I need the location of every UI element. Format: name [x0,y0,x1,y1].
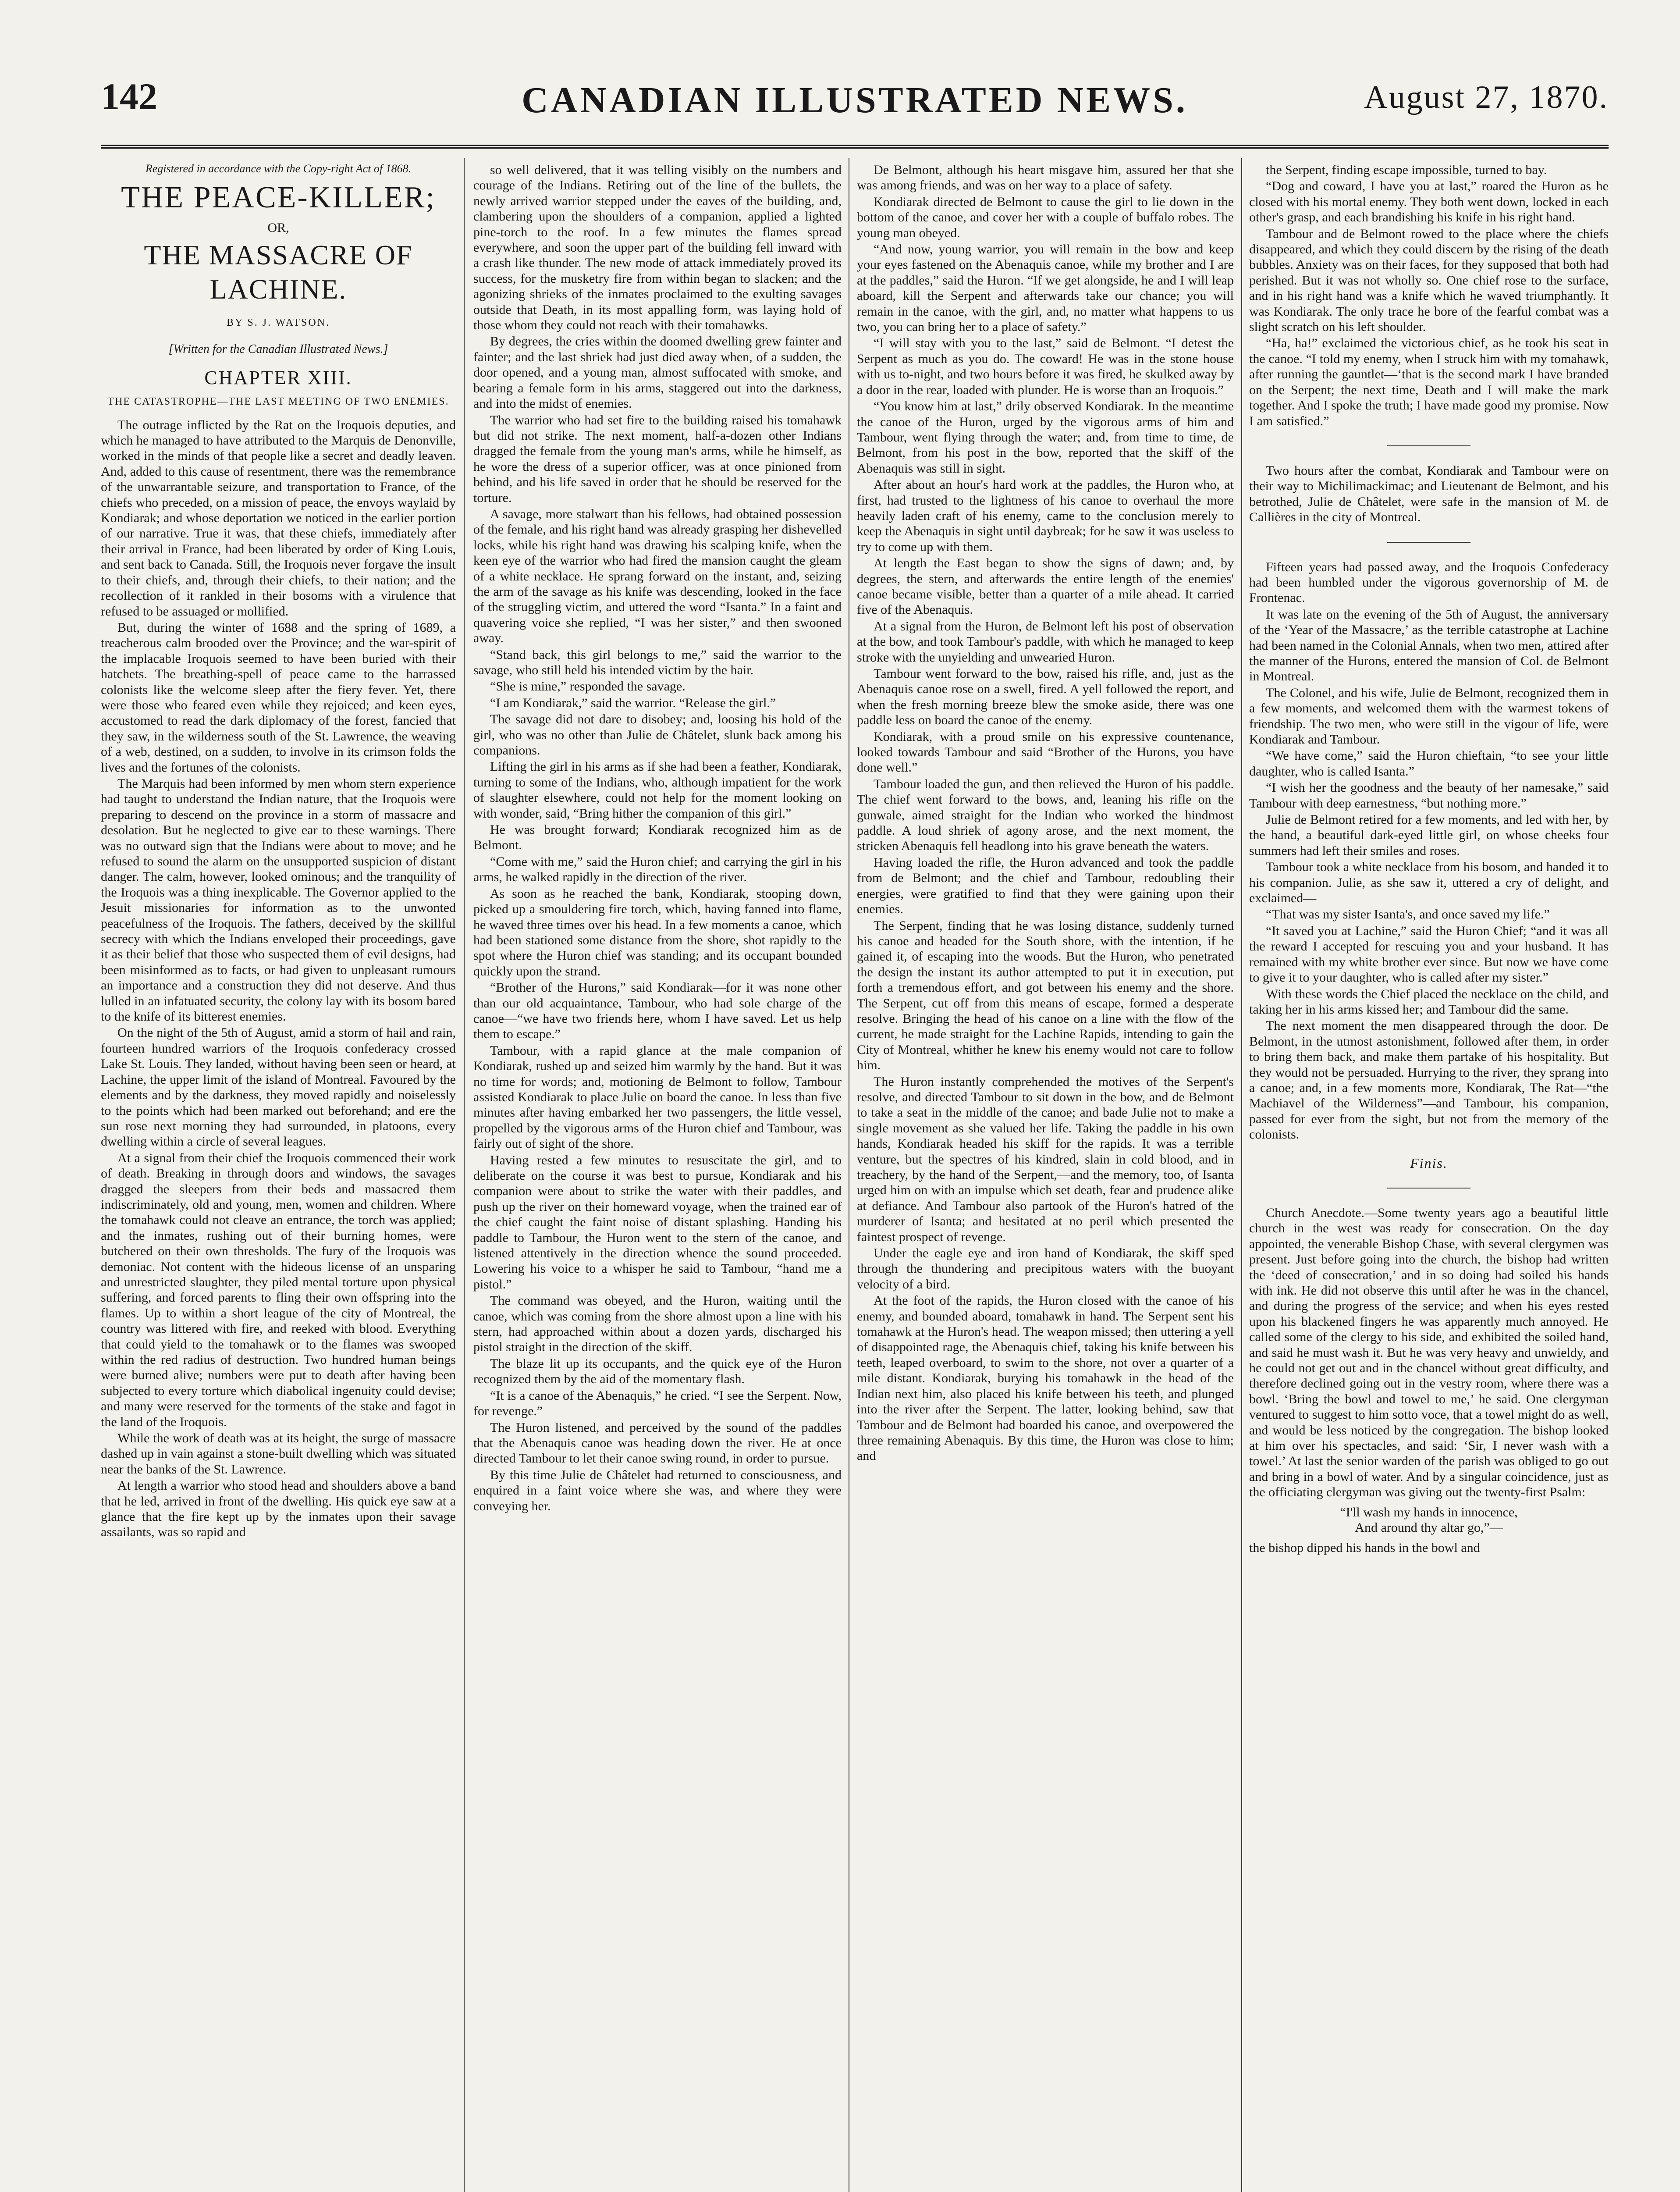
column-4-text-d [1249,1205,1609,1500]
paragraph: He was brought forward; Kondiarak recognized him as de Belmont. [473,822,842,853]
story-or: OR, [267,221,289,235]
paragraph: Kondiarak, with a proud smile on his expressive countenance, looked towards Tambour and said “Brother of the Hurons, you have done well.” [857,729,1234,775]
paragraph: The Serpent, finding that he was losing distance, suddenly turned his canoe and headed for the South shore, with the intention, if he gained it, of escaping into the woods. But the Huron, who penetrated the design the instant its author attempted to put it in execution, put forth a tremendous effort, and got between his enemy and the shore. The Serpent, cut off from this means of escape, formed a desperate resolve. Bringing the head of his canoe on a line with the flow of the current, he made straight for the Lachine Rapids, intending to gain the City of Montreal, whither he knew his enemy would not care to follow him. [857,918,1234,1073]
paragraph: The next moment the men disappeared through the door. De Belmont, in the utmost astonishment, followed after them, in order to bring them back, and make them partake of his hospitality. But they would not be persuaded. Hurrying to the river, they sprang into a canoe; and, in a few moments more, Kondiarak, The Rat—“the Machiavel of the Wilderness”—and Tambour, his companion, passed for ever from the sight, but not from the memory of the colonists. [1249,1018,1609,1142]
paragraph: The savage did not dare to disobey; and, loosing his hold of the girl, who was no other than Julie de Châtelet, slunk back among his companions. [473,712,842,758]
section-divider [1387,542,1470,543]
finis-mark: Finis. [1410,1155,1448,1171]
column-3 [857,162,1234,2192]
paragraph: Having rested a few minutes to resuscitate the girl, and to deliberate on the course it was best to pursue, Kondiarak and his companion were about to strike the water with their paddles, and push up the river on their homeward voyage, when the trained ear of the chief caught the faint noise of distant splashing. Handing his paddle to Tambour, the Huron went to the stern of the canoe, and listened attentively in the direction whence the sound proceeded. Lowering his voice to a whisper he said to Tambour, “hand me a pistol.” [473,1153,842,1292]
paragraph: “I am Kondiarak,” said the warrior. “Release the girl.” [490,695,776,710]
paragraph: Kondiarak directed de Belmont to cause the girl to lie down in the bottom of the canoe, and cover her with a couple of buffalo robes. The young man obeyed. [857,194,1234,240]
paragraph: “Come with me,” said the Huron chief; and carrying the girl in his arms, he walked rapidly in the direction of the river. [473,854,842,885]
paragraph: The warrior who had set fire to the building raised his tomahawk but did not strike. The next moment, half-a-dozen other Indians dragged the female from the young man's arms, while he himself, as he wore the dress of a superior officer, was at once pinioned from behind, and his life saved in order that he should be reserved for the torture. [473,413,842,505]
issue-date: August 27, 1870. [1364,79,1609,115]
paragraph: De Belmont, although his heart misgave him, assured her that she was among friends, and was on her way to a place of safety. [857,163,1234,193]
paragraph: “That was my sister Isanta's, and once saved my life.” [1266,907,1550,922]
column-4 [1249,162,1609,2192]
paragraph: The Huron listened, and perceived by the sound of the paddles that the Abenaquis canoe was heading down the river. He at once directed Tambour to let their canoe swing round, in order to pursue. [473,1420,842,1466]
byline: BY S. J. WATSON. [226,317,330,329]
paragraph: At length a warrior who stood head and shoulders above a band that he led, arrived in front of the dwelling. His quick eye saw at a glance that the fire kept up by the inmates upon their savage assailants, was so rapid and [101,1478,456,1540]
paragraph: Having loaded the rifle, the Huron advanced and took the paddle from de Belmont; and the chief and Tambour, redoubling their energies, were gratified to find that they were gaining upon their enemies. [857,855,1234,917]
written-for-note: [Written for the Canadian Illustrated News.] [168,342,388,356]
verse-line: “I'll wash my hands in innocence, [1340,1505,1518,1519]
paragraph: After about an hour's hard work at the paddles, the Huron who, at first, had trusted to the lightness of his canoe to overhaul the more heavily laden craft of his enemy, came to the conclusion merely to keep the Abenaquis in sight until daybreak; for he saw it was useless to try to come up with them. [857,477,1234,554]
column-4-text-b [1249,463,1609,525]
paragraph: “Brother of the Hurons,” said Kondiarak—for it was none other than our old acquaintance, Tambour, who had sole charge of the canoe—“we have two friends here, whom I have saved. Let us help them to escape.” [473,980,842,1042]
closing-line: the bishop dipped his hands in the bowl and [1249,1540,1480,1555]
paragraph: The outrage inflicted by the Rat on the Iroquois deputies, and which he managed to have attributed to the Marquis de Denonville, worked in the minds of that people like a secret and deadly leaven. And, added to this cause of resentment, there was the remembrance of the unwarrantable seizure, and transportation to France, of the chiefs who preceded, on a mission of peace, the envoys waylaid by Kondiarak; and whose deportation we noticed in the earlier portion of our narrative. True it was, that these chiefs, immediately after their arrival in France, had been liberated by order of King Louis, and sent back to Canada. Still, the Iroquois never forgave the insult to their chiefs, and, through their chiefs, to their nation; and the recollection of it rankled in their bosoms with a virulence that refused to be assuaged or mollified. [101,417,456,619]
psalm-verse [1249,1505,1609,1536]
column-2 [473,162,842,2192]
column-4-text-a [1249,162,1609,429]
page-header [101,66,1609,149]
column-3-text [857,162,1234,1464]
paragraph: Julie de Belmont retired for a few moments, and led with her, by the hand, a beautiful dark-eyed little girl, on whose cheeks four summers had left their smiles and roses. [1249,812,1609,858]
paragraph: The blaze lit up its occupants, and the quick eye of the Huron recognized them by the aid of the momentary flash. [473,1356,842,1387]
paragraph: Fifteen years had passed away, and the Iroquois Confederacy had been humbled under the vigorous governorship of M. de Frontenac. [1249,559,1609,605]
paragraph: Tambour went forward to the bow, raised his rifle, and, just as the Abenaquis canoe rose on a swell, fired. A yell followed the report, and when the fresh morning breeze blew the smoke aside, there was one paddle less on board the canoe of the enemy. [857,666,1234,728]
copyright-notice: Registered in accordance with the Copy-right Act of 1868. [145,162,412,175]
paragraph: “I wish her the goodness and the beauty of her namesake,” said Tambour with deep earnestness, “but nothing more.” [1249,780,1609,811]
verse-line: And around thy altar go,”— [1355,1520,1503,1535]
paragraph: “It is a canoe of the Abenaquis,” he cried. “I see the Serpent. Now, for revenge.” [473,1388,842,1419]
page-number: 142 [101,75,157,117]
section-divider [1387,445,1470,446]
paragraph: The Colonel, and his wife, Julie de Belmont, recognized them in a few moments, and welcomed them with the warmest tokens of friendship. The two men, who were still in the vigour of life, were Kondiarak and Tambour. [1249,685,1609,747]
chapter-heading: CHAPTER XIII. [204,367,352,389]
story-subtitle: THE MASSACRE OF LACHINE. [144,239,413,305]
paragraph: “It saved you at Lachine,” said the Huron Chief; “and it was all the reward I accepted for rescuing you and your husband. It has remained with my white brother ever since. But now we have come to give it to your daughter, who is called after my sister.” [1249,923,1609,985]
column-1 [101,162,456,2192]
story-title: THE PEACE-KILLER; [121,181,436,214]
chapter-subtitle: THE CATASTROPHE—THE LAST MEETING OF TWO ENEMIES. [107,395,449,407]
masthead: CANADIAN ILLUSTRATED NEWS. [522,80,1188,121]
paragraph: By this time Julie de Châtelet had returned to consciousness, and enquired in a faint voice where she was, and where they were conveying her. [473,1467,842,1513]
paragraph: On the night of the 5th of August, amid a storm of hail and rain, fourteen hundred warriors of the Iroquois confederacy crossed Lake St. Louis. They landed, without having been seen or heard, at Lachine, the upper limit of the island of Montreal. Favoured by the elements and by the darkness, they moved rapidly and noiselessly to the points which had been marked out beforehand; and ere the sun rose next morning they had surrounded, in platoons, every dwelling within a circle of several leagues. [101,1025,456,1149]
paragraph: “You know him at last,” drily observed Kondiarak. In the meantime the canoe of the Huron, urged by the vigorous arms of him and Tambour, went flying through the water; and, from time to time, de Belmont, from his post in the bow, reported that the skiff of the Abenaquis was still in sight. [857,399,1234,476]
paragraph: “Dog and coward, I have you at last,” roared the Huron as he closed with his mortal enemy. They both went down, locked in each other's grasp, and each brandishing his knife in his right hand. [1249,179,1609,225]
paragraph: “Ha, ha!” exclaimed the victorious chief, as he took his seat in the canoe. “I told my enemy, when I struck him with my tomahawk, after running the gauntlet—‘that is the second mark I have branded on the Serpent; the next time, Death and I will make the mark together. And I spoke the truth; I have made good my promise. Now I am satisfied.” [1249,336,1609,428]
paragraph: At length the East began to show the signs of dawn; and, by degrees, the stern, and afterwards the entire length of the enemies' canoe became visible, better than a quarter of a mile ahead. It carried five of the Abenaquis. [857,556,1234,617]
section-divider [1387,1188,1470,1189]
column-rule [1241,158,1242,2192]
paragraph: The Huron instantly comprehended the motives of the Serpent's resolve, and directed Tambour to sit down in the bow, and de Belmont to take a seat in the middle of the canoe; and bade Julie not to make a single movement as she valued her life. Taking the paddle in his own hands, Kondiarak headed his skiff for the rapids. It was a terrible venture, but the spectres of his kindred, slain in cold blood, and in treachery, by the hand of the Serpent,—and the memory, too, of Isanta urged him on with an impulse which set death, fear and prudence alike at defiance. And Tambour also partook of the Huron's hatred of the murderer of Isanta; and hesitated at no peril which presented the faintest prospect of revenge. [857,1074,1234,1244]
paragraph: Lifting the girl in his arms as if she had been a feather, Kondiarak, turning to some of the Indians, who, although impatient for the work of slaughter elsewhere, could not help for the moment looking on with wonder, said, “Bring hither the companion of this girl.” [473,759,842,821]
column-rule [464,158,465,2192]
paragraph: the Serpent, finding escape impossible, turned to bay. [1266,163,1547,177]
paragraph: “We have come,” said the Huron chieftain, “to see your little daughter, who is called Isanta.” [1249,748,1609,779]
column-1-text [101,417,456,1540]
paragraph: Two hours after the combat, Kondiarak and Tambour were on their way to Michilimackimac; and Lieutenant de Belmont, and his betrothed, Julie de Châtelet, were safe in the mansion of M. de Callières in the city of Montreal. [1249,463,1609,525]
paragraph: Tambour, with a rapid glance at the male companion of Kondiarak, rushed up and seized him warmly by the hand. But it was no time for words; and, motioning de Belmont to follow, Tambour assisted Kondiarak to place Julie on board the canoe. In less than five minutes after having embarked her two passengers, the little vessel, propelled by the vigorous arms of the Huron chief and Tambour, was fairly out of sight of the shore. [473,1043,842,1151]
paragraph: Church Anecdote.—Some twenty years ago a beautiful little church in the west was ready for consecration. On the day appointed, the venerable Bishop Chase, with several clergymen was present. Just before going into the church, the bishop had written the ‘deed of consecration,’ and in so doing had soiled his hands with ink. He did not observe this until after he was in the chancel, and during the progress of the service; and when his eyes rested upon his blackened fingers he was apparently much annoyed. He called some of the clergy to his side, and exhibited the soiled hand, and said he must wash it. But he was very heavy and unwieldy, and he could not get out and in the chancel without great difficulty, and therefore declined going out in the vestry room, where there was a bowl. ‘Bring the bowl and towel to me,’ he said. One clergyman ventured to suggest to him sotto voce, that a towel might do as well, and would be less noticed by the congregation. The bishop looked at him over his spectacles, and said: ‘Sir, I never wash with a towel.’ At last the senior warden of the parish was obliged to go out and bring in a bowl of water. And by a singular coincidence, just as the officiating clergyman was giving out the twenty-first Psalm: [1249,1205,1609,1500]
paragraph: As soon as he reached the bank, Kondiarak, stooping down, picked up a smouldering fire torch, which, having fanned into flame, he waved three times over his head. In a few moments a canoe, which had been stationed some distance from the shore, shot rapidly to the spot where the Huron chief was standing; and its occupant bounded quickly upon the strand. [473,886,842,979]
paragraph: “Stand back, this girl belongs to me,” said the warrior to the savage, who still held his intended victim by the hair. [473,647,842,677]
paragraph: The command was obeyed, and the Huron, waiting until the canoe, which was coming from the shore almost upon a line with his stern, had approached within about a dozen yards, discharged his pistol straight in the direction of the skiff. [473,1293,842,1355]
column-2-text [473,162,842,1514]
paragraph: A savage, more stalwart than his fellows, had obtained possession of the female, and his right hand was already grasping her dishevelled locks, while his right hand was drawing his scalping knife, when the keen eye of the warrior who had fired the mansion caught the gleam of a white necklace. He sprang forward on the instant, and, seizing the arm of the savage as his knife was descending, looked in the face of the struggling victim, and uttered the word “Isanta.” In a faint and quavering voice she replied, “I was her sister,” and then swooned away. [473,506,842,646]
paragraph: By degrees, the cries within the doomed dwelling grew fainter and fainter; and the last shriek had just died away when, of a sudden, the door opened, and a young man, almost suffocated with smoke, and bearing a female form in his arms, staggered out into the darkness, and into the midst of enemies. [473,334,842,411]
column-4-text-c [1249,559,1609,1142]
paragraph: Tambour and de Belmont rowed to the place where the chiefs disappeared, and which they could discern by the rising of the death bubbles. Anxiety was on their faces, for they supposed that both had perished. But it was not wholly so. One chief rose to the surface, and in his right hand was a knife which he waved triumphantly. It was Kondiarak. The only trace he bore of the fearful combat was a slight scratch on his left shoulder. [1249,226,1609,334]
paragraph: At the foot of the rapids, the Huron closed with the canoe of his enemy, and bounded aboard, tomahawk in hand. The Serpent sent his tomahawk at the Huron's head. The weapon missed; then uttering a yell of disappointed rage, the Abenaquis chief, taking his knife between his teeth, leaped overboard, to swim to the shore, not over a quarter of a mile distant. Kondiarak, burying his tomahawk in the head of the Indian next him, also placed his knife between his teeth, and plunged into the river after the Serpent. The latter, looking behind, saw that Tambour and de Belmont had boarded his canoe, and overpowered the three remaining Abenaquis. By this time, the Huron was close to him; and [857,1293,1234,1463]
paragraph: At a signal from the Huron, de Belmont left his post of observation at the bow, and took Tambour's paddle, with which he managed to keep stroke with the unyielding and unwearied Huron. [857,619,1234,665]
paragraph: While the work of death was at its height, the surge of massacre dashed up in vain against a stone-built dwelling which was situated near the banks of the St. Lawrence. [101,1431,456,1477]
paragraph: Tambour loaded the gun, and then relieved the Huron of his paddle. The chief went forward to the bows, and, leaning his rifle on the gunwale, aimed straight for the Indian who worked the hindmost paddle. A loud shriek of agony arose, and the next moment, the stricken Abenaquis fell headlong into his grave beneath the waters. [857,776,1234,854]
paragraph: At a signal from their chief the Iroquois commenced their work of death. Breaking in through doors and windows, the savages dragged the sleepers from their beds and massacred them indiscriminately, old and young, men, women and children. Where the tomahawk could not cleave an entrance, the torch was applied; and the inmates, rushing out of their burning homes, were butchered on their own thresholds. The fury of the Iroquois was demoniac. Not content with the hideous license of an unsparing and unrestricted slaughter, they piled mental torture upon physical suffering, and forced parents to fling their own offspring into the flames. Up to within a short league of the city of Montreal, the country was littered with fire, and reeked with blood. Everything that could yield to the tomahawk or to the flames was swooped within the red radius of destruction. Two hundred human beings were burned alive; numbers were put to death after having been subjected to every torture which diabolical ingenuity could devise; and many were reserved for the torments of the stake and fagot in the land of the Iroquois. [101,1150,456,1429]
paragraph: Tambour took a white necklace from his bosom, and handed it to his companion. Julie, as she saw it, uttered a cry of delight, and exclaimed— [1249,860,1609,906]
paragraph: “She is mine,” responded the savage. [490,679,685,694]
paragraph: It was late on the evening of the 5th of August, the anniversary of the ‘Year of the Massacre,’ as the terrible catastrophe at Lachine had been named in the Colonial Annals, when two men, attired after the manner of the Hurons, entered the mansion of Col. de Belmont in Montreal. [1249,607,1609,684]
paragraph: The Marquis had been informed by men whom stern experience had taught to understand the Indian nature, that the Iroquois were preparing to descend on the province in a storm of massacre and desolation. But he neglected to give ear to these warnings. There was no outward sign that the Indians were about to move; and he refused to sound the alarm on the unsupported suspicion of distant danger. The calm, however, looked ominous; and the tranquility of the Iroquois was a thing inexplicable. The Governor applied to the Jesuit missionaries for information as to the unwonted peacefulness of the Iroquois. The fathers, deceived by the skillful secrecy with which the Indians enveloped their proceedings, gave it as their belief that those who suspected them of evil designs, had been misinformed as to facts, or had given to unpleasant rumours an importance and a construction they did not deserve. And thus lulled in an infatuated security, the colony lay with its bosom bared to the knife of its bitterest enemies. [101,776,456,1024]
paragraph: “I will stay with you to the last,” said de Belmont. “I detest the Serpent as much as you do. The coward! He was in the stone house with us to-night, and two hours before it was fired, he skulked away by a door in the rear, loaded with plunder. He is worse than an Iroquois.” [857,336,1234,397]
paragraph: But, during the winter of 1688 and the spring of 1689, a treacherous calm brooded over the Province; and the war-spirit of the implacable Iroquois seemed to have been buried with their hatchets. The breathing-spell of peace came to the harrassed colonists like the welcome sleep after the fiery fever. Yet, there were those who feared even while they rejoiced; and keen eyes, accustomed to read the dark diplomacy of the forest, fancied that they saw, in the wilderness south of the St. Lawrence, the weaving of a web, destined, on a sudden, to involve in its crimson folds the lives and the fortunes of the colonists. [101,620,456,775]
paragraph: so well delivered, that it was telling visibly on the numbers and courage of the Indians. Retiring out of the line of the bullets, the newly arrived warrior stepped under the eaves of the building, and, clambering upon the shoulders of a companion, applied a lighted pine-torch to the roof. In a few minutes the flames spread everywhere, and soon the upper part of the building fell inward with a crash like thunder. The new mode of attack immediately proved its success, for the musketry fire from within began to slacken; and the agonizing shrieks of the inmates proclaimed to the exulting savages outside that Death, in its most appalling form, was laying hold of those whom they could not reach with their tomahawks. [473,163,842,333]
paragraph: Under the eagle eye and iron hand of Kondiarak, the skiff sped through the thundering and precipitous waters with the buoyant velocity of a bird. [857,1246,1234,1292]
paragraph: With these words the Chief placed the necklace on the child, and taking her in his arms kissed her; and Tambour did the same. [1249,986,1609,1017]
paragraph: “And now, young warrior, you will remain in the bow and keep your eyes fastened on the Abenaquis canoe, while my brother and I are at the paddles,” said the Huron. “If we get alongside, he and I will leap aboard, kill the Serpent and afterwards take our chance; you will remain in the canoe, with the girl, and, no matter what happens to us two, you can bring her to a place of safety.” [857,242,1234,334]
